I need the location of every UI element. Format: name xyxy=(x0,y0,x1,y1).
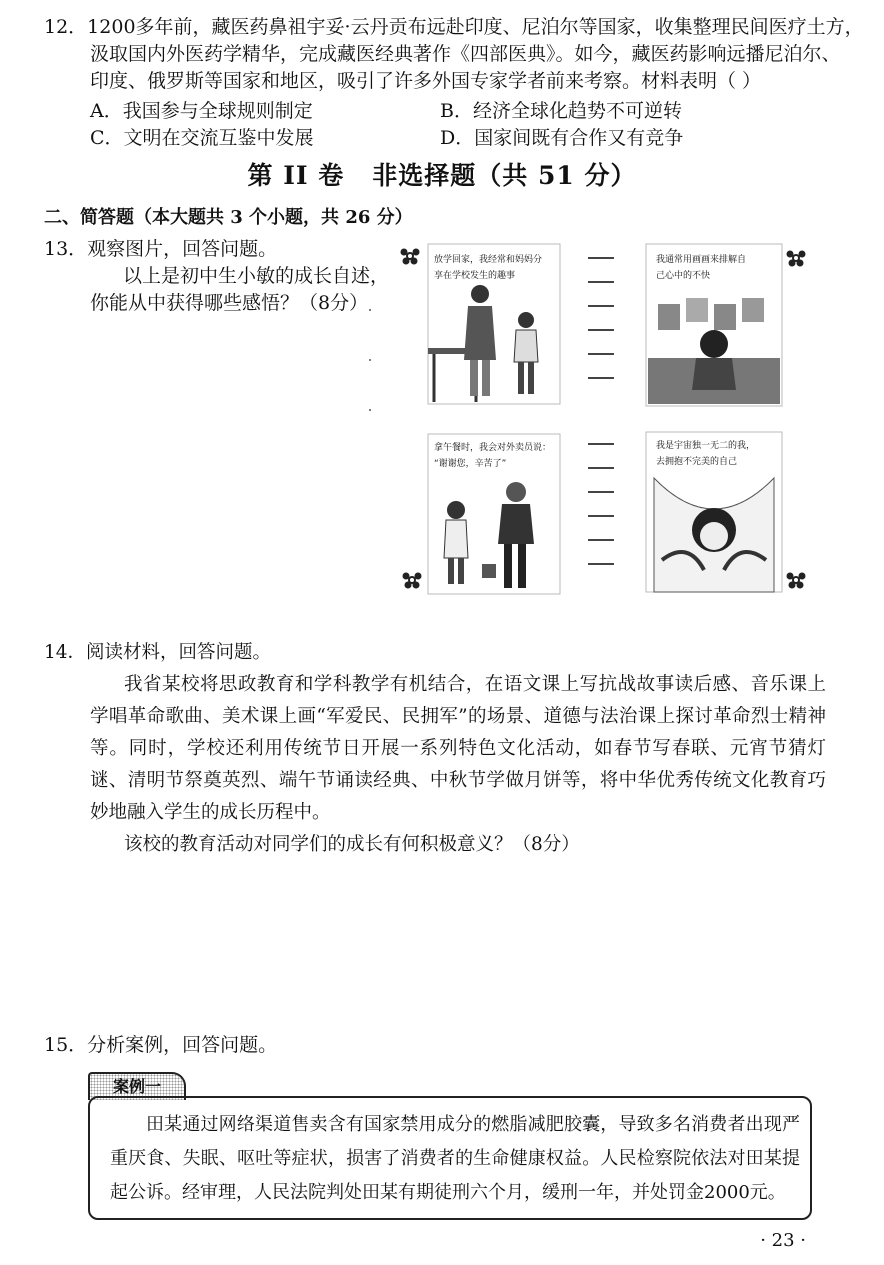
binding-rings xyxy=(588,258,614,564)
q14-heading: 14．阅读材料，回答问题。 xyxy=(44,642,272,663)
question-12 xyxy=(44,14,864,95)
case-text xyxy=(110,1108,800,1210)
panel-2-caption-2: 己心中的不快 xyxy=(656,271,711,281)
comic-panel-3 xyxy=(428,434,560,594)
question-14 xyxy=(44,637,826,861)
q15-heading: 15．分析案例，回答问题。 xyxy=(44,1034,278,1056)
q14-material: 我省某校将思政教育和学科教学有机结合，在语文课上写抗战故事读后感、音乐课上学唱革命歌曲、美术课上画“军爱民、民拥军”的场景、道德与法治课上探讨革命烈士精神等。同时，学校还利用传统节日开展一系列特色文化活动，如春节写春联、元宵节猜灯谜、清明节祭奠英烈、端午节诵读经典、中秋节学做月饼等，将中华优秀传统文化教育巧妙地融入学生的成长历程中。 xyxy=(90,674,826,823)
question-13 xyxy=(44,236,389,317)
panel-1-caption-2: 享在学校发生的趣事 xyxy=(434,271,516,281)
panel-3-caption-1: 拿午餐时，我会对外卖员说： xyxy=(434,443,552,453)
panel-2-caption-1: 我通常用画画来排解自 xyxy=(656,255,747,265)
flower-icon xyxy=(787,251,806,267)
q13-line-3: 你能从中获得哪些感悟？（8分） xyxy=(90,292,369,314)
q13-line-2: 以上是初中生小敏的成长自述， xyxy=(123,265,390,287)
comic-panel-4 xyxy=(646,432,782,592)
q12-line-2: 汲取国内外医药学精华，完成藏医经典著作《四部医典》。如今，藏医药影响远播尼泊尔、 xyxy=(90,43,841,65)
flower-icon xyxy=(403,573,422,589)
section-title xyxy=(0,156,884,192)
comic-panel-2 xyxy=(646,244,782,406)
panel-3-caption-2: “谢谢您，辛苦了” xyxy=(434,459,507,469)
flower-icon xyxy=(401,249,420,265)
case-paragraph: 田某通过网络渠道售卖含有国家禁用成分的燃脂减肥胶囊，导致多名消费者出现严重厌食、失眠、呕吐等症状，损害了消费者的生命健康权益。人民检察院依法对田某提起公诉。经审理，人民法院判处田某有期徒刑六个月，缓刑一年，并处罚金2000元。 xyxy=(110,1114,800,1203)
section-title-part1: 第 II 卷 xyxy=(247,161,345,190)
comic-illustration xyxy=(398,240,810,598)
dotted-divider xyxy=(368,300,372,450)
q12-option-d: D．国家间既有合作又有竞争 xyxy=(440,127,684,149)
subsection-heading: 二、简答题（本大题共 3 个小题，共 26 分） xyxy=(44,207,413,228)
case-label: 案例一 xyxy=(88,1072,186,1100)
q12-line-1: 12．1200多年前，藏医药鼻祖宇妥·云丹贡布远赴印度、尼泊尔等国家，收集整理民间医疗土方， xyxy=(44,16,864,38)
page-number: · 23 · xyxy=(760,1230,806,1251)
q12-line-3: 印度、俄罗斯等国家和地区，吸引了许多外国专家学者前来考察。材料表明（ ） xyxy=(90,70,762,92)
flower-icon xyxy=(787,573,806,589)
q12-option-c: C．文明在交流互鉴中发展 xyxy=(90,127,314,149)
section-title-part2: 非选择题（共 51 分） xyxy=(372,161,637,190)
panel-1-caption-1: 放学回家，我经常和妈妈分 xyxy=(434,255,543,265)
q12-option-b: B．经济全球化趋势不可逆转 xyxy=(440,100,682,122)
panel-4-caption-1: 我是宇宙独一无二的我， xyxy=(656,441,756,451)
panel-4-caption-2: 去拥抱不完美的自己 xyxy=(656,457,738,467)
q13-heading: 13．观察图片，回答问题。 xyxy=(44,238,278,260)
q12-option-a: A．我国参与全球规则制定 xyxy=(90,100,313,122)
comic-panel-1 xyxy=(428,244,560,404)
q14-question: 该校的教育活动对同学们的成长有何积极意义？（8分） xyxy=(124,834,580,855)
